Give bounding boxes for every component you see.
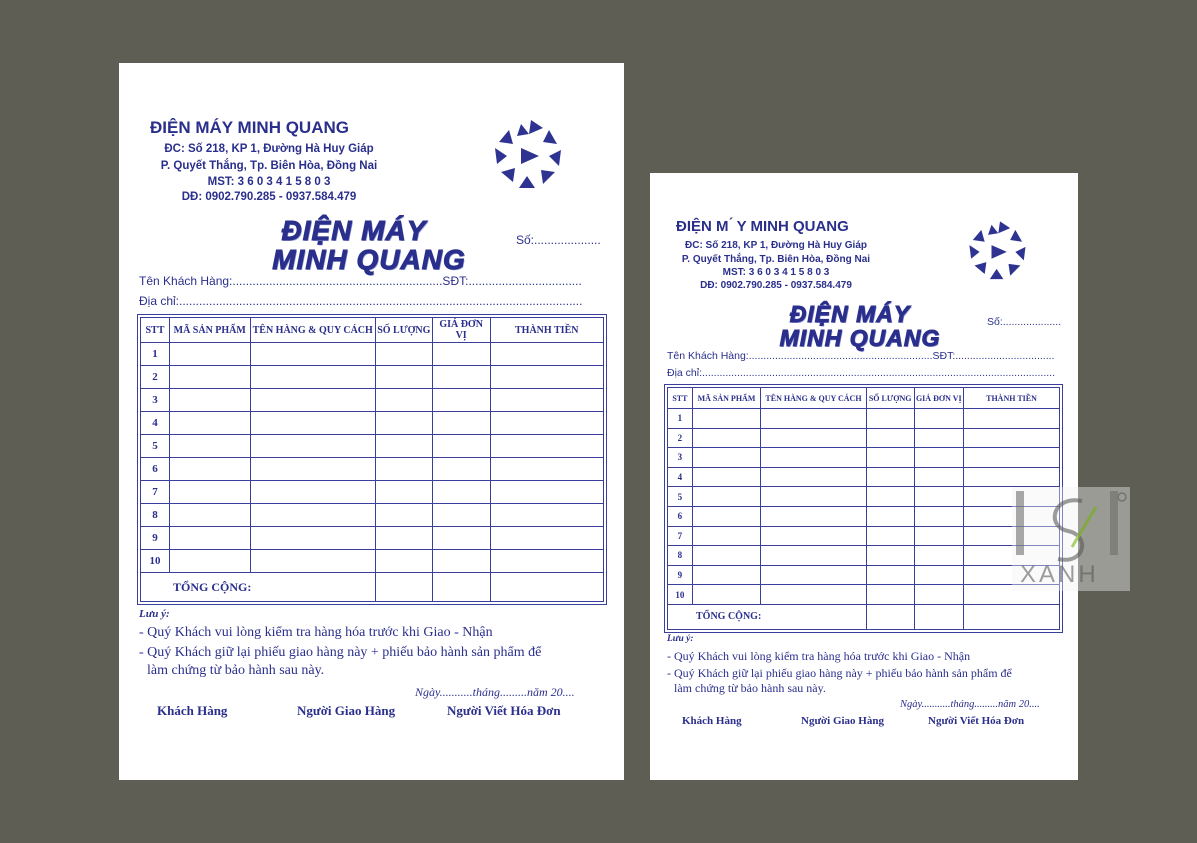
table-header-cell: SỐ LƯỢNG	[375, 318, 432, 343]
note-2: - Quý Khách giữ lại phiếu giao hàng này + phiếu bảo hành sản phẩm để	[667, 666, 1012, 680]
watermark-text: XANH	[1020, 561, 1099, 588]
table-cell[interactable]	[490, 504, 604, 527]
table-cell[interactable]	[866, 565, 914, 585]
customer-address-field: Địa chỉ:.........................................................................................................................	[139, 294, 583, 308]
total-row	[141, 573, 604, 602]
table-header-row	[668, 388, 1060, 409]
table-header-cell: MÃ SẢN PHẨM	[169, 318, 250, 343]
total-cell[interactable]	[964, 604, 1060, 629]
table-cell[interactable]	[250, 504, 375, 527]
big-title-line-2: MINH QUANG	[779, 325, 941, 351]
table-cell[interactable]	[169, 389, 250, 412]
table-cell[interactable]	[914, 428, 963, 448]
table-cell[interactable]	[375, 412, 432, 435]
signature-invoice-writer: Người Viết Hóa Đơn	[447, 703, 561, 718]
row-number: 10	[141, 550, 170, 573]
table-cell[interactable]	[964, 428, 1060, 448]
row-number: 7	[668, 526, 693, 546]
total-cell[interactable]	[914, 604, 963, 629]
table-header-cell: STT	[668, 388, 693, 409]
table-cell[interactable]	[432, 458, 490, 481]
table-cell[interactable]	[914, 585, 963, 605]
table-cell[interactable]	[866, 448, 914, 468]
table-cell[interactable]	[490, 435, 604, 458]
table-row	[668, 546, 1060, 566]
invoice-number-field: Số:....................	[516, 233, 601, 247]
table-cell[interactable]	[490, 366, 604, 389]
table-cell[interactable]	[866, 467, 914, 487]
table-header-row	[141, 318, 604, 343]
table-header-cell: SỐ LƯỢNG	[866, 388, 914, 409]
table-row	[141, 481, 604, 504]
row-number: 9	[668, 565, 693, 585]
items-table	[140, 317, 604, 602]
table-cell[interactable]	[490, 481, 604, 504]
table-cell[interactable]	[692, 585, 760, 605]
big-title-line-1: ĐIỆN MÁY	[281, 215, 427, 246]
total-cell[interactable]	[490, 573, 604, 602]
table-cell[interactable]	[432, 527, 490, 550]
table-cell[interactable]	[761, 565, 867, 585]
address-line-1: ĐC: Số 218, KP 1, Đường Hà Huy Giáp	[164, 143, 374, 155]
row-number: 6	[668, 506, 693, 526]
table-cell[interactable]	[375, 458, 432, 481]
watermark-logo	[1012, 487, 1130, 591]
table-row	[141, 550, 604, 573]
customer-name-field: Tên Khách Hàng:...............................................................SĐT:..................................	[139, 274, 582, 288]
table-cell[interactable]	[169, 504, 250, 527]
row-number: 5	[668, 487, 693, 507]
row-number: 8	[668, 546, 693, 566]
table-row	[668, 506, 1060, 526]
table-cell[interactable]	[692, 428, 760, 448]
table-row	[668, 467, 1060, 487]
note-2-continued: làm chứng từ bảo hành sau này.	[674, 681, 826, 695]
table-cell[interactable]	[250, 366, 375, 389]
row-number: 3	[668, 448, 693, 468]
signature-deliverer: Người Giao Hàng	[297, 703, 396, 718]
table-cell[interactable]	[375, 527, 432, 550]
table-cell[interactable]	[761, 409, 867, 429]
table-cell[interactable]	[914, 565, 963, 585]
table-cell[interactable]	[250, 527, 375, 550]
signature-customer: Khách Hàng	[682, 715, 742, 727]
items-table	[667, 387, 1060, 630]
table-header-cell: GIÁ ĐƠN VỊ	[914, 388, 963, 409]
total-cell[interactable]	[866, 604, 914, 629]
row-number: 1	[141, 343, 170, 366]
address-line-2: P. Quyết Thắng, Tp. Biên Hòa, Đồng Nai	[160, 160, 378, 172]
table-row	[668, 526, 1060, 546]
address-line-1: ĐC: Số 218, KP 1, Đường Hà Huy Giáp	[685, 240, 867, 251]
row-number: 4	[668, 467, 693, 487]
note-title: Lưu ý:	[667, 634, 694, 644]
table-cell[interactable]	[914, 487, 963, 507]
table-header-cell: MÃ SẢN PHẨM	[692, 388, 760, 409]
table-header-cell: GIÁ ĐƠN VỊ	[432, 318, 490, 343]
total-cell[interactable]	[432, 573, 490, 602]
date-line: Ngày...........tháng.........năm 20....	[415, 685, 575, 699]
table-row	[141, 504, 604, 527]
table-cell[interactable]	[169, 343, 250, 366]
total-label: TỔNG CỘNG:	[668, 604, 867, 629]
table-cell[interactable]	[375, 343, 432, 366]
table-cell[interactable]	[250, 458, 375, 481]
table-cell[interactable]	[761, 526, 867, 546]
table-row	[141, 435, 604, 458]
table-cell[interactable]	[761, 448, 867, 468]
company-logo-icon	[491, 118, 571, 193]
table-cell[interactable]	[692, 526, 760, 546]
row-number: 10	[668, 585, 693, 605]
table-cell[interactable]	[490, 389, 604, 412]
table-cell[interactable]	[914, 467, 963, 487]
date-line: Ngày...........tháng.........năm 20....	[900, 699, 1040, 710]
table-row	[141, 343, 604, 366]
table-row	[668, 585, 1060, 605]
row-number: 1	[668, 409, 693, 429]
table-cell[interactable]	[250, 550, 375, 573]
invoice-number-field: Số:....................	[987, 316, 1062, 328]
table-cell[interactable]	[761, 467, 867, 487]
big-title-line-2: MINH QUANG	[272, 244, 466, 275]
table-cell[interactable]	[169, 412, 250, 435]
row-number: 4	[141, 412, 170, 435]
total-label: TỔNG CỘNG:	[141, 573, 376, 602]
table-row	[141, 389, 604, 412]
table-header-cell: THÀNH TIỀN	[964, 388, 1060, 409]
phone: DĐ: 0902.790.285 - 0937.584.479	[700, 280, 852, 291]
table-cell[interactable]	[692, 487, 760, 507]
table-cell[interactable]	[169, 435, 250, 458]
table-cell[interactable]	[432, 481, 490, 504]
table-header-cell: TÊN HÀNG & QUY CÁCH	[250, 318, 375, 343]
table-cell[interactable]	[375, 366, 432, 389]
table-cell[interactable]	[761, 585, 867, 605]
table-cell[interactable]	[169, 366, 250, 389]
invoice-sheet-large	[119, 63, 624, 780]
table-cell[interactable]	[490, 412, 604, 435]
signature-deliverer: Người Giao Hàng	[801, 715, 884, 727]
table-cell[interactable]	[169, 481, 250, 504]
shop-name: ĐIỆN MÁY MINH QUANG	[150, 118, 349, 137]
table-row	[668, 428, 1060, 448]
table-cell[interactable]	[761, 487, 867, 507]
table-cell[interactable]	[866, 546, 914, 566]
table-cell[interactable]	[866, 487, 914, 507]
table-cell[interactable]	[914, 526, 963, 546]
table-cell[interactable]	[866, 409, 914, 429]
table-cell[interactable]	[432, 366, 490, 389]
table-row	[668, 409, 1060, 429]
table-cell[interactable]	[692, 448, 760, 468]
signature-invoice-writer: Người Viết Hóa Đơn	[928, 715, 1025, 727]
tax-code: MST: 3 6 0 3 4 1 5 8 0 3	[207, 176, 331, 188]
table-cell[interactable]	[250, 343, 375, 366]
note-1: - Quý Khách vui lòng kiểm tra hàng hóa trước khi Giao - Nhận	[667, 649, 971, 663]
table-cell[interactable]	[964, 467, 1060, 487]
total-cell[interactable]	[375, 573, 432, 602]
total-row	[668, 604, 1060, 629]
table-row	[668, 565, 1060, 585]
customer-address-field: Địa chỉ:.........................................................................................................................	[667, 367, 1055, 379]
table-header-cell: STT	[141, 318, 170, 343]
table-cell[interactable]	[692, 409, 760, 429]
signature-customer: Khách Hàng	[157, 703, 228, 718]
table-cell[interactable]	[375, 435, 432, 458]
row-number: 7	[141, 481, 170, 504]
table-cell[interactable]	[169, 550, 250, 573]
table-cell[interactable]	[432, 412, 490, 435]
table-cell[interactable]	[375, 481, 432, 504]
company-logo-icon	[966, 219, 1034, 284]
table-cell[interactable]	[375, 389, 432, 412]
table-cell[interactable]	[250, 435, 375, 458]
table-cell[interactable]	[432, 343, 490, 366]
table-cell[interactable]	[432, 435, 490, 458]
table-row	[668, 487, 1060, 507]
table-header-cell: THÀNH TIỀN	[490, 318, 604, 343]
note-2: - Quý Khách giữ lại phiếu giao hàng này + phiếu bảo hành sản phẩm để	[139, 645, 542, 660]
address-line-2: P. Quyết Thắng, Tp. Biên Hòa, Đồng Nai	[681, 254, 871, 265]
table-cell[interactable]	[914, 546, 963, 566]
table-cell[interactable]	[692, 546, 760, 566]
table-cell[interactable]	[490, 458, 604, 481]
row-number: 9	[141, 527, 170, 550]
table-cell[interactable]	[761, 506, 867, 526]
big-title-line-1: ĐIỆN MÁY	[789, 301, 911, 327]
note-1: - Quý Khách vui lòng kiểm tra hàng hóa trước khi Giao - Nhận	[139, 625, 493, 640]
table-cell[interactable]	[169, 458, 250, 481]
table-cell[interactable]	[866, 506, 914, 526]
table-cell[interactable]	[914, 409, 963, 429]
tax-code: MST: 3 6 0 3 4 1 5 8 0 3	[722, 267, 830, 278]
table-cell[interactable]	[866, 585, 914, 605]
table-cell[interactable]	[432, 550, 490, 573]
table-row	[141, 366, 604, 389]
row-number: 2	[668, 428, 693, 448]
row-number: 6	[141, 458, 170, 481]
customer-name-field: Tên Khách Hàng:...............................................................SĐT:..................................	[667, 350, 1055, 362]
note-title: Lưu ý:	[139, 608, 170, 620]
table-cell[interactable]	[761, 428, 867, 448]
row-number: 2	[141, 366, 170, 389]
note-2-continued: làm chứng từ bảo hành sau này.	[147, 663, 325, 678]
row-number: 5	[141, 435, 170, 458]
shop-name: ĐIỆN M ́ Y MINH QUANG	[676, 218, 849, 235]
table-cell[interactable]	[375, 550, 432, 573]
table-cell[interactable]	[250, 412, 375, 435]
table-cell[interactable]	[490, 550, 604, 573]
table-cell[interactable]	[169, 527, 250, 550]
table-cell[interactable]	[490, 343, 604, 366]
table-cell[interactable]	[866, 526, 914, 546]
table-cell[interactable]	[914, 448, 963, 468]
row-number: 3	[141, 389, 170, 412]
table-row	[668, 448, 1060, 468]
table-row	[141, 412, 604, 435]
phone: DĐ: 0902.790.285 - 0937.584.479	[181, 191, 357, 203]
table-row	[141, 527, 604, 550]
table-cell[interactable]	[692, 506, 760, 526]
row-number: 8	[141, 504, 170, 527]
invoice-sheet-small	[650, 173, 1078, 780]
table-header-cell: TÊN HÀNG & QUY CÁCH	[761, 388, 867, 409]
table-cell[interactable]	[432, 504, 490, 527]
table-cell[interactable]	[692, 565, 760, 585]
table-cell[interactable]	[964, 448, 1060, 468]
table-cell[interactable]	[914, 506, 963, 526]
table-cell[interactable]	[432, 389, 490, 412]
table-cell[interactable]	[375, 504, 432, 527]
table-cell[interactable]	[250, 389, 375, 412]
table-cell[interactable]	[866, 428, 914, 448]
table-row	[141, 458, 604, 481]
table-cell[interactable]	[250, 481, 375, 504]
table-cell[interactable]	[761, 546, 867, 566]
table-cell[interactable]	[692, 467, 760, 487]
table-cell[interactable]	[964, 409, 1060, 429]
table-cell[interactable]	[490, 527, 604, 550]
